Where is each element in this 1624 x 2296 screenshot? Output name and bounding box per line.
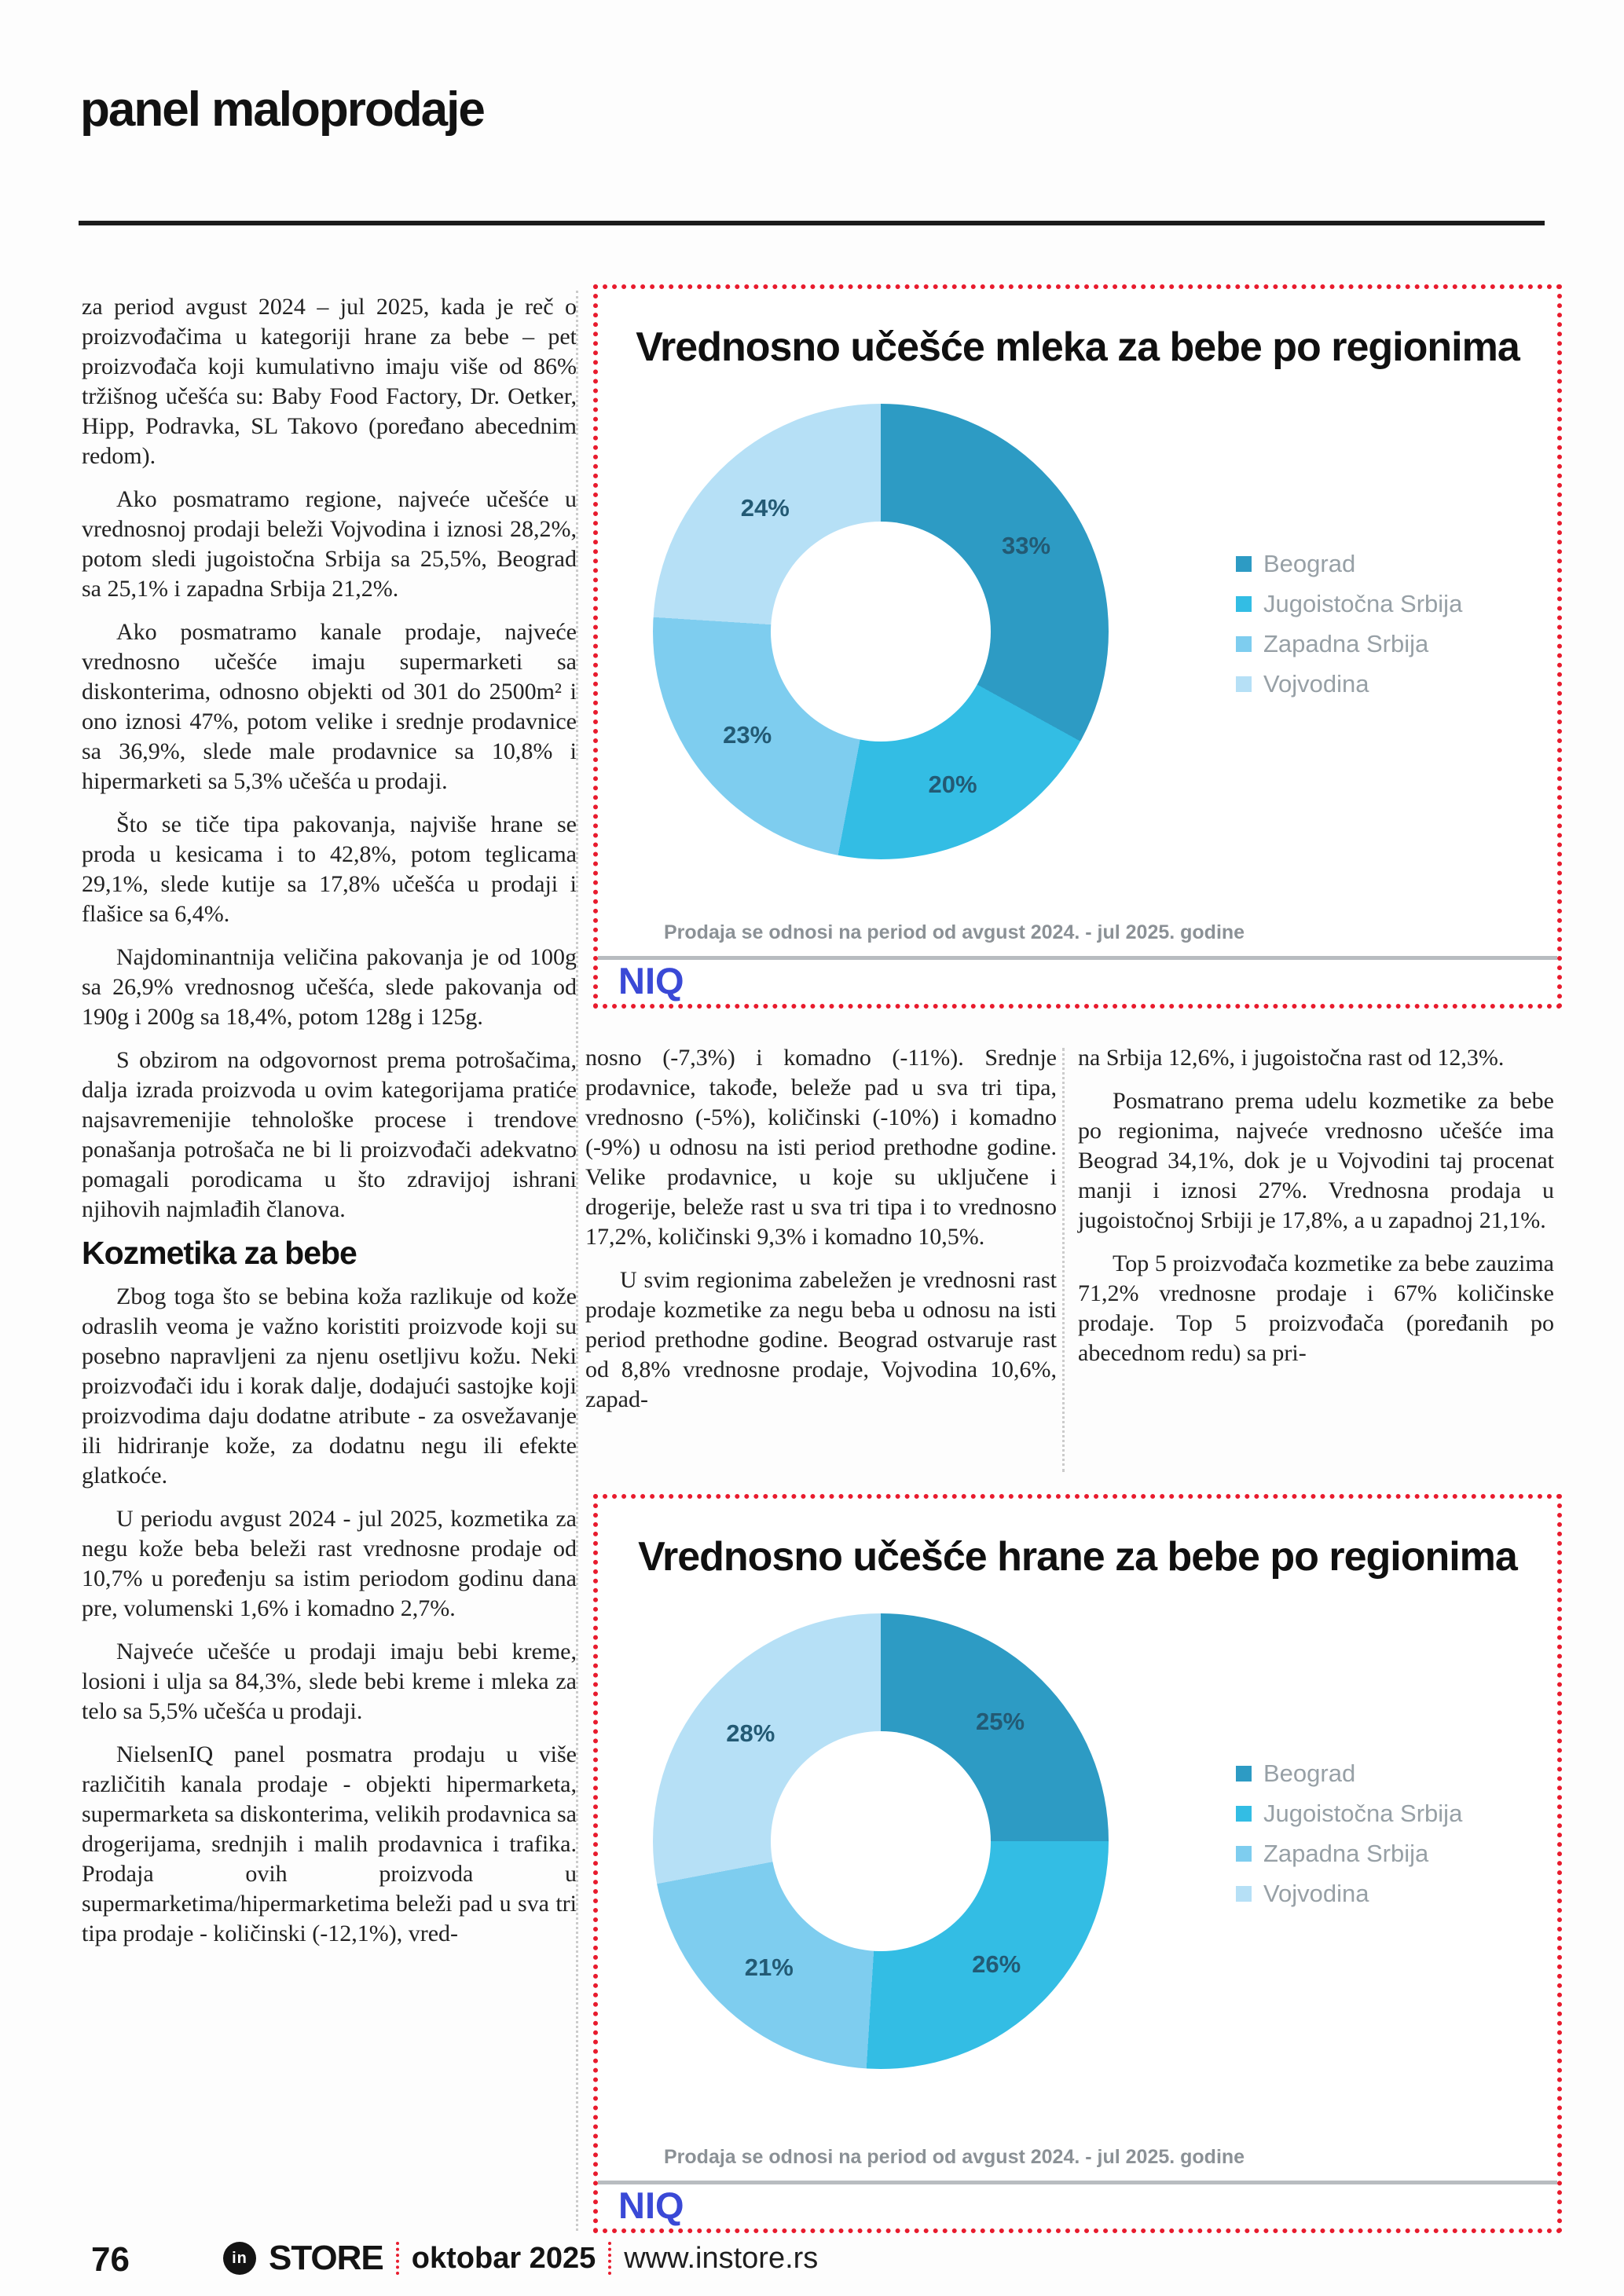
paragraph: Top 5 proizvođača kozmetike za bebe zauzima 71,2% vrednosne prodaje i 67% količinske prodaje. Top 5 proizvođača (poređanih po abecednom redu) sa pri-	[1078, 1251, 1554, 1366]
chart-footnote: Prodaja se odnosi na period od avgust 2024. - jul 2025. godine	[664, 2146, 1245, 2168]
paragraph: Najdominantnija veličina pakovanja je od 100g sa 26,9% vrednosnog učešća, slede pakovanja od 190g i 200g sa 18,4%, potom 128g i 125g.	[82, 944, 577, 1030]
niq-logo: NIQ	[618, 960, 684, 1002]
chart-legend	[1236, 1760, 1462, 1920]
column-separator	[1062, 1048, 1065, 1472]
column-separator	[576, 291, 578, 2231]
chart-legend	[1236, 550, 1462, 710]
legend-label: Zapadna Srbija	[1263, 1840, 1429, 1867]
legend-swatch	[1236, 556, 1252, 572]
legend-item	[1236, 1800, 1462, 1828]
paragraph: S obzirom na odgovornost prema potrošačima, dalja izrada proizvoda u ovim kategorijama pratiće najsavremenijie tehnološke procese i trendove ponašanja potrošača ne bi li proizvođači adekvatno pomagali porodicama u što zdravijoj ishrani njihovih najmlađih članova.	[82, 1047, 577, 1222]
footer-separator	[608, 2242, 611, 2275]
paragraph: Najveće učešće u prodaji imaju bebi kreme, losioni i ulja sa 84,3%, slede bebi kreme i mleka za telo sa 5,5% učešća u prodaji.	[82, 1639, 577, 1724]
legend-swatch	[1236, 596, 1252, 612]
legend-swatch	[1236, 1766, 1252, 1782]
legend-label: Beograd	[1263, 550, 1356, 577]
legend-item	[1236, 1880, 1462, 1908]
legend-label: Jugoistočna Srbija	[1263, 1800, 1463, 1827]
paragraph: U svim regionima zabeležen je vrednosni rast prodaje kozmetike za negu beba u odnosu na isti period prethodne godine. Beograd ostvaruje rast od 8,8% vrednosne prodaje, Vojvodina 10,6%, zapad-	[585, 1267, 1057, 1412]
text-column-right	[1078, 1043, 1554, 1382]
chart-title: Vrednosno učešće hrane za bebe po regionima	[638, 1534, 1517, 1580]
legend-swatch	[1236, 1846, 1252, 1862]
legend-item	[1236, 1760, 1462, 1788]
slice-label: 23%	[723, 720, 772, 749]
slice-label: 25%	[975, 1707, 1025, 1735]
paragraph: Što se tiče tipa pakovanja, najviše hrane se proda u kesicama i to 42,8%, potom teglicama 29,1%, slede kutije sa 17,8% učešća u prodaji i flašice sa 6,4%.	[82, 811, 577, 927]
brand-name: STORE	[269, 2239, 383, 2277]
donut-chart-milk	[653, 404, 1109, 859]
niq-logo: NIQ	[618, 2184, 684, 2226]
legend-item	[1236, 670, 1462, 698]
legend-label: Beograd	[1263, 1760, 1356, 1787]
legend-label: Vojvodina	[1263, 670, 1369, 698]
legend-swatch	[1236, 1806, 1252, 1822]
page-title: panel maloprodaje	[80, 82, 484, 137]
legend-item	[1236, 550, 1462, 578]
slice-label: 24%	[740, 494, 790, 522]
slice-label: 26%	[972, 1950, 1021, 1978]
legend-item	[1236, 1840, 1462, 1868]
text-column-left	[82, 292, 577, 1962]
instore-logo-icon: in	[223, 2242, 256, 2275]
chart-divider	[598, 956, 1557, 960]
paragraph: za period avgust 2024 – jul 2025, kada je reč o proizvođačima u kategoriji hrane za bebe – pet proizvođača koji kumulativno imaju više od 86% tržišnog učešća su: Baby Food Factory, Dr. Oetker, Hipp, Podravka, SL Takovo (poređano abecednim redom).	[82, 294, 577, 469]
slice-label: 21%	[744, 1954, 794, 1982]
chart-title: Vrednosno učešće mleka za bebe po regionima	[636, 324, 1520, 370]
paragraph: na Srbija 12,6%, i jugoistočna rast od 12,3%.	[1078, 1045, 1505, 1071]
chart-footnote: Prodaja se odnosi na period od avgust 2024. - jul 2025. godine	[664, 921, 1245, 943]
page-footer	[0, 2236, 1624, 2286]
chart-box-food	[593, 1494, 1562, 2233]
slice-label: 28%	[726, 1719, 775, 1747]
donut-hole	[771, 1731, 991, 1951]
slice-label: 20%	[928, 770, 977, 798]
paragraph: U periodu avgust 2024 - jul 2025, kozmetika za negu kože beba beleži rast vrednosne prodaje od 10,7% u poređenju sa istim periodom godinu dana pre, volumenski 1,6% i komadno 2,7%.	[82, 1506, 577, 1621]
legend-item	[1236, 590, 1462, 618]
donut-hole	[771, 522, 991, 742]
legend-item	[1236, 630, 1462, 658]
legend-swatch	[1236, 676, 1252, 692]
website-url: www.instore.rs	[624, 2241, 819, 2275]
paragraph: Posmatrano prema udelu kozmetike za bebe po regionima, najveće vrednosno učešće ima Beograd 34,1%, dok je u Vojvodini taj procenat manji i iznosi 27%. Vrednosna prodaja u jugoistočnoj Srbiji je 17,8%, a u zapadnoj 21,1%.	[1078, 1088, 1554, 1233]
text-column-middle	[585, 1043, 1057, 1428]
paragraph: nosno (-7,3%) i komadno (-11%). Srednje prodavnice, takođe, beleže pad u sva tri tipa, vrednosno (-5%), količinski (-10%) i komadno (-9%) u odnosu na isti period prethodne godine. Velike prodavnice, u koje su uključene i drogerije, beleže rast u sva tri tipa i to vrednosno 17,2%, količinski 9,3% i komadno 10,5%.	[585, 1045, 1057, 1250]
paragraph: Ako posmatramo regione, najveće učešće u vrednosnoj prodaji beleži Vojvodina i iznosi 28,2%, potom sledi jugoistočna Srbija sa 25,5%, Beograd sa 25,1% i zapadna Srbija 21,2%.	[82, 486, 577, 602]
legend-label: Jugoistočna Srbija	[1263, 590, 1463, 617]
page-number: 76	[91, 2240, 130, 2279]
slice-label: 33%	[1002, 531, 1051, 559]
legend-label: Zapadna Srbija	[1263, 630, 1429, 657]
donut-chart-food	[653, 1613, 1109, 2069]
header-divider	[79, 221, 1545, 225]
footer-separator	[396, 2242, 399, 2275]
legend-label: Vojvodina	[1263, 1880, 1369, 1907]
footer-brand	[223, 2239, 818, 2278]
legend-swatch	[1236, 1886, 1252, 1902]
paragraph: Ako posmatramo kanale prodaje, najveće vrednosno učešće imaju supermarketi sa diskonterima, odnosno objekti od 301 do 2500m² i ono iznosi 47%, potom velike i srednje prodavnice sa 36,9%, slede male prodavnice sa 10,8% i hipermarketi sa 5,3% učešća u prodaji.	[82, 619, 577, 794]
section-heading: Kozmetika za bebe	[82, 1235, 357, 1271]
paragraph: NielsenIQ panel posmatra prodaju u više različitih kanala prodaje - objekti hipermarketa, supermarketa sa diskonterima, velikih prodavnica sa drogerijama, srednjih i malih prodavnica i trafika. Prodaja ovih proizvoda u supermarketima/hipermarketima beleži pad u sva tri tipa prodaje - količinski (-12,1%), vred-	[82, 1741, 577, 1946]
issue-date: oktobar 2025	[411, 2241, 596, 2275]
legend-swatch	[1236, 636, 1252, 652]
paragraph: Zbog toga što se bebina koža razlikuje od kože odraslih veoma je važno koristiti proizvode koji su posebno napravljeni za njenu osetljivu kožu. Neki proizvođači idu i korak dalje, dodajući sastojke koji proizvodima daju dodatne atribute - za osvežavanje ili hidriranje kože, za dodatnu negu ili efekte glatkoće.	[82, 1283, 577, 1489]
chart-divider	[598, 2181, 1557, 2184]
chart-box-milk	[593, 284, 1562, 1009]
